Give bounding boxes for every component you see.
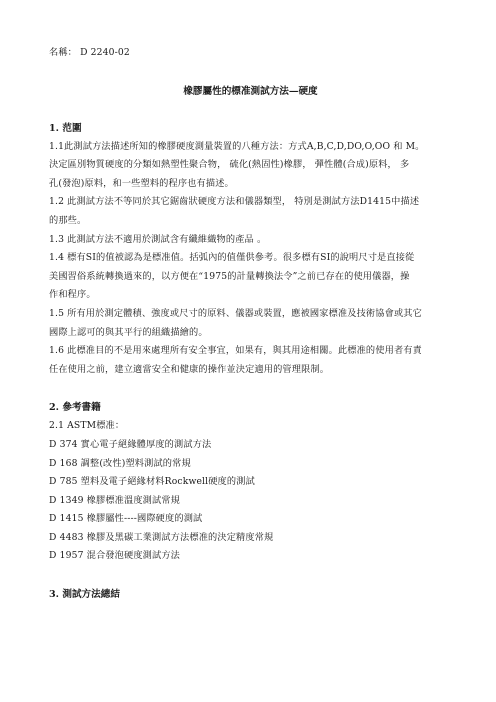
section-2-line: 2.1 ASTM標准： bbox=[49, 420, 125, 432]
section-2-body bbox=[49, 417, 452, 566]
section-2-heading: 2. 參考書籍 bbox=[49, 402, 101, 414]
section-3-heading: 3. 測試方法總結 bbox=[49, 589, 120, 601]
section-2-line: D 374 實心電子絕緣體厚度的測試方法 bbox=[49, 438, 212, 450]
section-1-line: 孔(發泡)原料，和一些塑料的程序也有描述。 bbox=[49, 177, 234, 189]
section-2-line: D 1957 混合發泡硬度測試方法 bbox=[49, 550, 181, 562]
document-title: 橡膠屬性的標准測試方法—硬度 bbox=[183, 85, 318, 97]
section-2-line: D 168 調整(改性)塑料測試的常規 bbox=[49, 457, 191, 469]
section-2-line: D 4483 橡膠及黑碳工業測試方法標准的決定精度常規 bbox=[49, 531, 274, 543]
paragraph-gap bbox=[49, 566, 452, 586]
section-1-line: 任在使用之前，建立適當安全和健康的操作並決定適用的管理限制。 bbox=[49, 363, 330, 375]
document-name: 名稱： D 2240-02 bbox=[49, 47, 130, 58]
section-2-line: D 785 塑料及電子絕緣材料Rockwell硬度的測試 bbox=[49, 476, 255, 488]
section-1-line: 1.1此測試方法描述所知的橡膠硬度測量裝置的八種方法：方式A,B,C,D,DO,O,OO 和 M。 bbox=[49, 140, 425, 152]
section-1-line: 國際上認可的與其平行的組織描繪的。 bbox=[49, 326, 208, 338]
section-1-line: 美國習俗系統轉換過來的，以方便在“1975的計量轉換法令”之前已存在的使用儀器，操 bbox=[49, 270, 410, 282]
section-1-heading: 1. 范圍 bbox=[49, 122, 82, 134]
section-1-line: 1.5 所有用於測定體積、強度或尺寸的原料、儀器或裝置，應被國家標准及技術協會或其它 bbox=[49, 307, 422, 319]
section-1-line: 的那些。 bbox=[49, 214, 87, 226]
section-1-line: 決定區別物質硬度的分類如熱塑性聚合物， 硫化(熱固性)橡膠， 彈性體(合成)原料， 多 bbox=[49, 159, 410, 171]
section-2-line: D 1415 橡膠屬性----國際硬度的測試 bbox=[49, 513, 203, 525]
section-1-line: 1.4 標有SI的值被認為是標准值。括弧內的值僅供參考。很多標有SI的說明尺寸是直接從 bbox=[49, 252, 415, 264]
section-1-body bbox=[49, 138, 452, 380]
paragraph-gap bbox=[49, 379, 452, 399]
section-2-line: D 1349 橡膠標准溫度測試常規 bbox=[49, 494, 181, 506]
section-1-line: 作和程序。 bbox=[49, 289, 96, 301]
section-1-line: 1.2 此測試方法不等同於其它鋸齒狀硬度方法和儀器類型， 特別是測試方法D1415中描述 bbox=[49, 196, 420, 208]
section-1-line: 1.3 此測試方法不適用於測試含有纖維織物的產品 。 bbox=[49, 233, 267, 245]
section-1-line: 1.6 此標准目的不是用來處理所有安全事宜，如果有，與其用途相關。此標准的使用者有責 bbox=[49, 345, 422, 357]
